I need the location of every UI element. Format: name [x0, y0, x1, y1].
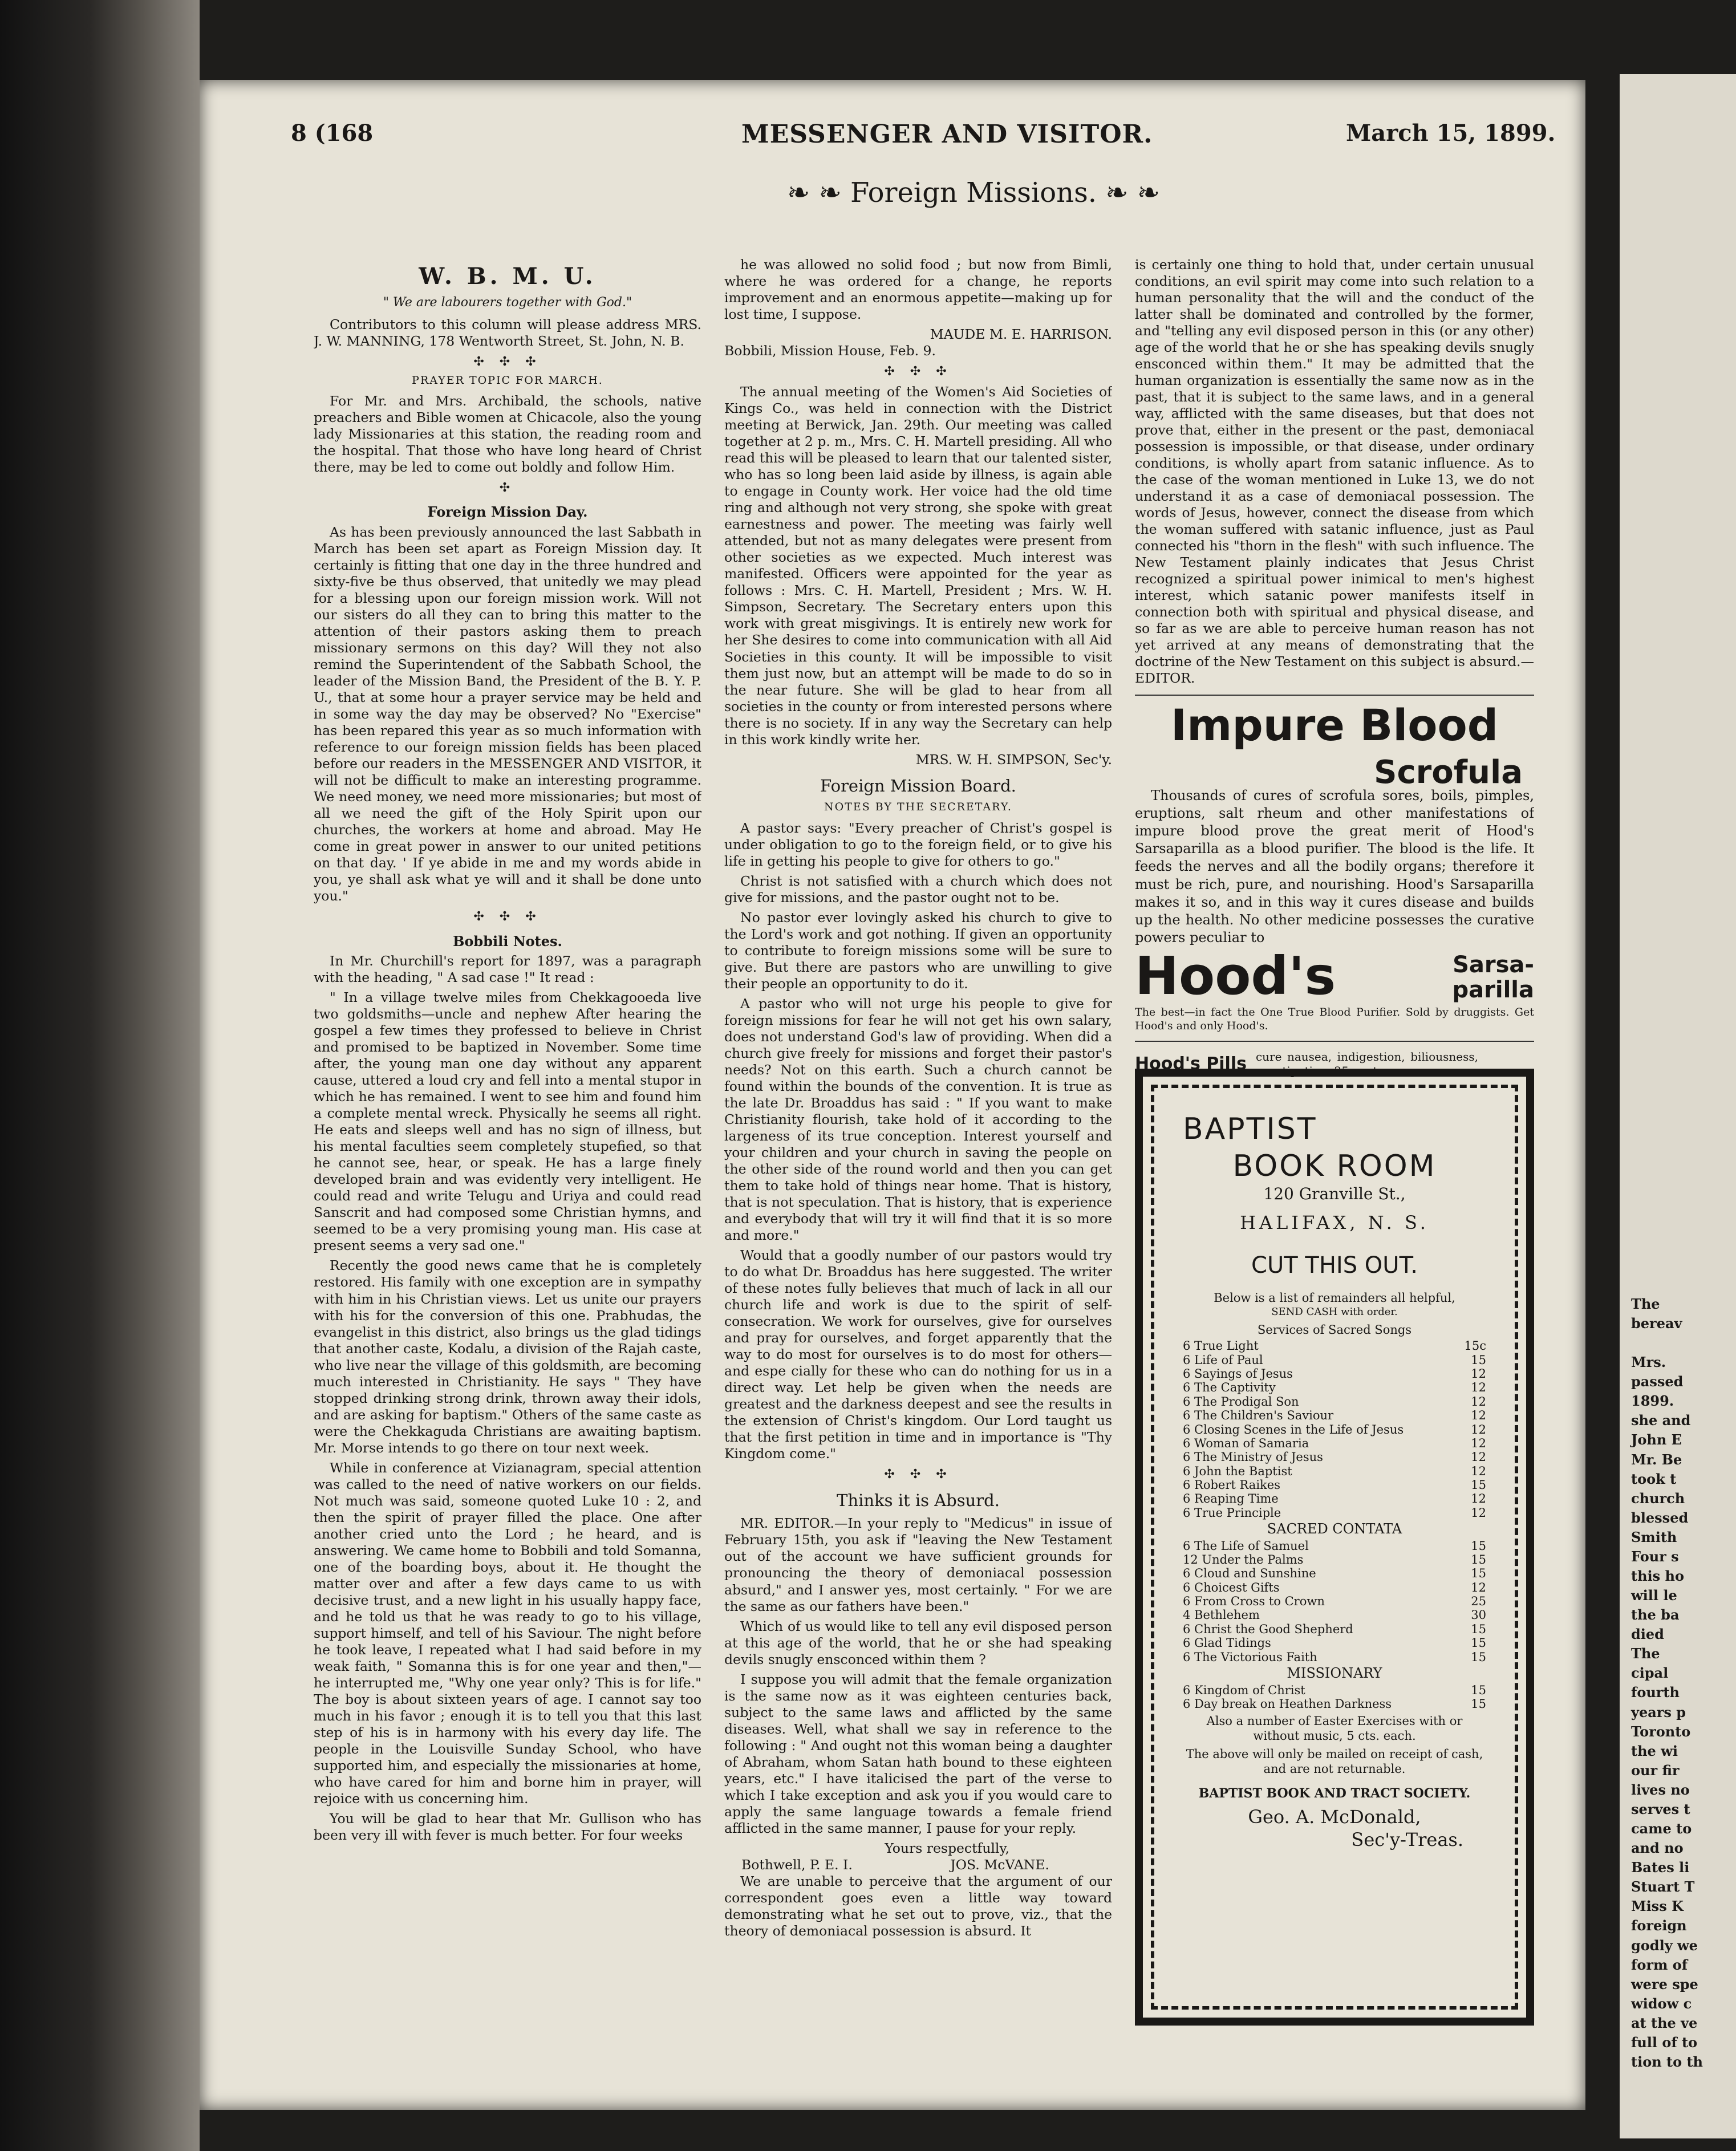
ad-body: Thousands of cures of scrofula sores, boils, pimples, eruptions, salt rheum and other manifestations of impure blood prove the great merit of Hood's Sarsaparilla as a blood purifier. The blood is the life. It feeds the nerves and all the bodily organs; therefore it must be rich, pure, and nourishing. Hood's Sarsaparilla makes it so, and in this way it cures disease and builds up the health. No other medicine possesses the curative powers peculiar to — [1135, 787, 1534, 946]
adjacent-line: Smith — [1631, 1528, 1677, 1545]
price-list-item — [1183, 1506, 1486, 1520]
item-price: 12 — [1471, 1367, 1486, 1381]
letter-signature: JOS. McVANE. — [950, 1856, 1049, 1873]
adjacent-line: fourth — [1631, 1684, 1680, 1701]
item-price: 15 — [1471, 1566, 1486, 1581]
item-title: 6 Robert Raikes — [1183, 1478, 1280, 1492]
item-title: 6 Reaping Time — [1183, 1492, 1279, 1506]
item-title: 6 The Life of Samuel — [1183, 1539, 1309, 1553]
ornament-icon: ✣ ✣ ✣ — [473, 354, 542, 369]
price-list-item — [1183, 1436, 1486, 1450]
ornament-icon: ✣ ✣ ✣ — [884, 364, 952, 379]
adjacent-page — [1620, 74, 1736, 2138]
column-2 — [724, 257, 1112, 2070]
adjacent-line: Stuart T — [1631, 1878, 1695, 1896]
price-list-item — [1183, 1381, 1486, 1394]
book-room-advertisement — [1135, 1069, 1534, 2026]
cantata-list — [1183, 1539, 1486, 1664]
adjacent-line: Toronto — [1631, 1723, 1691, 1740]
editor-reply: We are unable to perceive that the argument of our correspondent goes even a little way toward demonstrating what he set out to prove, viz., that the theory of demoniacal possession is absurd. It — [724, 1873, 1112, 1939]
contributors-note: Contributors to this column will please address MRS. J. W. MANNING, 178 Wentworth Street, St. John, N. B. — [314, 316, 701, 349]
price-list-item — [1183, 1409, 1486, 1422]
ornament-icon: ✣ — [499, 481, 516, 496]
ad-note: Also a number of Easter Exercises with or without music, 5 cts. each. — [1206, 1714, 1463, 1743]
item-price: 15c — [1464, 1339, 1486, 1353]
signature: MAUDE M. E. HARRISON. — [930, 326, 1112, 343]
bobbili-paragraph: " In a village twelve miles from Chekkagooeda live two goldsmiths—uncle and nephew After hearing the gospel a few times they professed to believe in Christ and promised to be baptized in November. Some time after, the young man one day without any apparent cause, uttered a loud cry and fell into a mental stupor in which he has remained. I went to see him and found him a complete mental wreck. Physically he seems all right. He eats and sleeps well and has no sign of illness, but his mental faculties seem completely stupefied, so that he cannot see, hear, or speak. He has a large finely developed brain and was evidently very intelligent. He could read and write Telugu and Uriya and could read Sanscrit and had composed some Christian hymns, and seemed to be a very promising young man. His case at present seems a very sad one." — [314, 989, 701, 1254]
item-title: 6 Life of Paul — [1183, 1353, 1263, 1367]
adjacent-line: came to — [1631, 1820, 1692, 1837]
adjacent-line: form of — [1631, 1956, 1688, 1973]
letter-closing: Yours respectfully, — [885, 1840, 1009, 1856]
adjacent-line: godly we — [1631, 1937, 1698, 1954]
item-title: 6 True Light — [1183, 1339, 1259, 1353]
ad-person: Geo. A. McDonald, — [1248, 1806, 1421, 1828]
ad-sarsaparilla: Sarsa- parilla — [1452, 952, 1534, 1004]
adjacent-line: took t — [1631, 1470, 1677, 1487]
adjacent-line: Bates li — [1631, 1859, 1690, 1876]
price-list-item — [1183, 1464, 1486, 1478]
letter-place: Bothwell, P. E. I. — [741, 1856, 853, 1873]
adjacent-line: were spe — [1631, 1975, 1698, 1992]
dateline: Bobbili, Mission House, Feb. 9. — [724, 343, 936, 359]
adjacent-line — [1631, 1333, 1703, 1353]
prayer-topic: For Mr. and Mrs. Archibald, the schools, native preachers and Bible women at Chicacole, also the young lady Missionaries at this station, the reading room and the hospital. That those who have long heard of Christ there, may be led to come out boldly and follow Him. — [314, 393, 701, 476]
price-list-item — [1183, 1636, 1486, 1650]
item-price: 12 — [1471, 1450, 1486, 1464]
price-list-item — [1183, 1367, 1486, 1381]
bobbili-paragraph: In Mr. Churchill's report for 1897, was a paragraph with the heading, " A sad case !" It read : — [314, 953, 701, 986]
adjacent-line: the ba — [1631, 1606, 1680, 1624]
bobbili-notes-heading: Bobbili Notes. — [453, 932, 562, 949]
item-price: 30 — [1471, 1608, 1486, 1622]
item-price: 15 — [1471, 1478, 1486, 1492]
cantata-heading: SACRED CONTATA — [1267, 1521, 1402, 1537]
price-list-item — [1183, 1581, 1486, 1594]
price-list-item — [1183, 1539, 1486, 1553]
divider — [1135, 1041, 1534, 1042]
item-title: 6 The Children's Saviour — [1183, 1409, 1334, 1423]
adjacent-line: passed — [1631, 1373, 1684, 1390]
article-text: he was allowed no solid food ; but now from Bimli, where he was ordered for a change, he reports improvement and an enormous appetite—making up for lost time, I suppose. — [724, 257, 1112, 323]
article-text: No pastor ever lovingly asked his church to give to the Lord's work and got nothing. If given an opportunity to contribute to foreign missions some will be sure to give. But there are pastors who are unwilling to give their people an opportunity to do it. — [724, 909, 1112, 992]
price-list-item — [1183, 1650, 1486, 1664]
ad-baptist: BAPTIST — [1183, 1112, 1317, 1147]
signature: MRS. W. H. SIMPSON, Sec'y. — [915, 751, 1112, 768]
wbmu-heading: W. B. M. U. — [419, 263, 597, 290]
adjacent-line: this ho — [1631, 1568, 1684, 1585]
item-title: 6 Choicest Gifts — [1183, 1580, 1280, 1594]
item-price: 15 — [1471, 1539, 1486, 1553]
adjacent-line: will le — [1631, 1587, 1677, 1604]
adjacent-line: bereav — [1631, 1315, 1682, 1332]
prayer-topic-heading: PRAYER TOPIC FOR MARCH. — [412, 374, 603, 387]
article-text: Christ is not satisfied with a church which does not give for missions, and the pastor ought not to be. — [724, 872, 1112, 906]
price-list-item — [1183, 1492, 1486, 1505]
adjacent-line: Four s — [1631, 1548, 1679, 1565]
price-list-item — [1183, 1339, 1486, 1353]
pills-name: Hood's Pills — [1135, 1054, 1247, 1074]
item-title: 6 The Victorious Faith — [1183, 1650, 1317, 1664]
item-title: 6 The Prodigal Son — [1183, 1394, 1299, 1409]
department-title: ❧ ❧ Foreign Missions. ❧ ❧ — [787, 177, 1160, 209]
adjacent-line: full of to — [1631, 2034, 1698, 2051]
price-list-item — [1183, 1395, 1486, 1409]
ornament-icon: ❧ ❧ — [787, 177, 850, 209]
ornament-icon: ❧ ❧ — [1096, 177, 1160, 209]
adjacent-line: The — [1631, 1645, 1660, 1662]
price-list-item — [1183, 1622, 1486, 1636]
ornament-icon: ✣ ✣ ✣ — [884, 1467, 952, 1482]
mission-board-subheading: NOTES BY THE SECRETARY. — [824, 801, 1012, 814]
missionary-list — [1183, 1683, 1486, 1711]
price-list-item — [1183, 1423, 1486, 1436]
adjacent-line: she and — [1631, 1412, 1691, 1429]
column-3 — [1135, 257, 1534, 2070]
adjacent-line: years p — [1631, 1703, 1686, 1720]
wbmu-motto: " We are labourers together with God." — [383, 295, 632, 310]
adjacent-line: and no — [1631, 1840, 1684, 1857]
item-price: 12 — [1471, 1381, 1486, 1395]
adjacent-line: lives no — [1631, 1781, 1690, 1798]
ad-person-title: Sec'y-Treas. — [1351, 1828, 1463, 1850]
item-price: 15 — [1471, 1553, 1486, 1567]
adjacent-line: foreign — [1631, 1917, 1687, 1934]
price-list-item — [1183, 1450, 1486, 1464]
pills-text: cure nausea, indigestion, biliousness, constipation. 25 cents. — [1255, 1050, 1478, 1078]
item-price: 15 — [1471, 1636, 1486, 1650]
bobbili-paragraph: Recently the good news came that he is completely restored. His family with one exception are in sympathy with him in his Christian views. Let us unite our prayers with his for the conversion of this one. Prabhudas, the evangelist in this district, also brings us the glad tidings that another caste, Kodalu, a division of the Rajah caste, who live near the village of this goldsmith, are becoming much interested in Christianity. He says " They have stopped drinking strong drink, thrown away their idols, and are asking for baptism." Others of the same caste as were the Chekkaguda Christians are awaiting baptism. Mr. Morse intends to go there on tour next week. — [314, 1257, 701, 1456]
item-price: 12 — [1471, 1394, 1486, 1409]
issue-date: March 15, 1899. — [1346, 120, 1556, 147]
adjacent-line: at the ve — [1631, 2014, 1698, 2031]
price-list-item — [1183, 1594, 1486, 1608]
letter-text: Which of us would like to tell any evil disposed person at this age of the world, that he or she had speaking devils snugly ensconced within them ? — [724, 1618, 1112, 1667]
adjacent-line: Mr. Be — [1631, 1451, 1682, 1468]
item-title: 6 Cloud and Sunshine — [1183, 1566, 1316, 1581]
column-1 — [314, 257, 701, 2070]
item-title: 6 From Cross to Crown — [1183, 1594, 1325, 1609]
bobbili-paragraph: You will be glad to hear that Mr. Gullison who has been very ill with fever is much better. For four weeks — [314, 1810, 701, 1843]
price-list-item — [1183, 1353, 1486, 1367]
foreign-mission-day-heading: Foreign Mission Day. — [427, 504, 588, 521]
ad-book-room: BOOK ROOM — [1232, 1148, 1437, 1183]
bobbili-paragraph: While in conference at Vizianagram, special attention was called to the need of native workers on our fields. Not much was said, someone quoted Luke 10 : 2, and then the spirit of prayer filled the place. One after another cried unto the Lord ; he heard, and is answering. We came home to Bobbili and told Somanna, one of the boarding boys, about it. He thought the matter over and after a few days came to us with decisive trust, and a new light in his usually happy face, and he told us that he was ready to go to his village, support himself, and tell of his Saviour. The night before he took leave, I repeated what I had said before in my weak faith, " Somanna this is for one year and then,"—he interrupted me, "Why one year only? This is for life." The boy is about sixteen years of age. I cannot say too much in his favor ; enough it is to tell you that this last step of his is in harmony with his every day life. The people in the Louisville Sunday School, who have supported him, and especially the missionaries at home, who have cared for him and borne him in prayer, will rejoice with us concerning him. — [314, 1459, 701, 1807]
ad-society: BAPTIST BOOK AND TRACT SOCIETY. — [1198, 1785, 1471, 1801]
adjacent-line: widow c — [1631, 1995, 1692, 2012]
ad-brand: Hood's — [1135, 945, 1336, 1007]
item-price: 12 — [1471, 1492, 1486, 1506]
item-price: 12 — [1471, 1580, 1486, 1594]
letter-signoff — [724, 1857, 1112, 1873]
songs-list — [1183, 1339, 1486, 1520]
ad-city: HALIFAX, N. S. — [1240, 1212, 1429, 1234]
item-title: 6 John the Baptist — [1183, 1464, 1292, 1478]
letter-text: MR. EDITOR.—In your reply to "Medicus" in issue of February 15th, you ask if "leaving the New Testament out of the account we have sufficient grounds for pronouncing the theory of demoniacal possession absurd," and I answer yes, most certainly. " For we are the same as our fathers have been." — [724, 1515, 1112, 1614]
price-list-item — [1183, 1566, 1486, 1580]
editor-reply-continued: is certainly one thing to hold that, under certain unusual conditions, an evil spirit may come into such relation to a human personality that the will and the conduct of the latter shall be dominated and controlled by the former, and "telling any evil disposed person in this (or any other) age of the world that he or she has speaking devils snugly ensconced within them." It may be admitted that the human organization is essentially the same now as in the past, that it is subject to the same laws, and in a general way, afflicted with the same diseases, but that does not prove that, either in the present or the past, demoniacal possession is impossible, or that disease, under ordinary conditions, is wholly apart from satanic influence. As to the case of the woman mentioned in Luke 13, we do not understand it as a case of demoniacal possession. The words of Jesus, however, connect the disease from which the woman suffered with satanic influence, just as Paul connected his "thorn in the flesh" with such influence. The New Testament plainly indicates that Jesus Christ recognized a spiritual power inimical to men's highest interest, which satanic power manifests itself in connection both with spiritual and physical disease, and so far as we are able to perceive human reason has not yet arrived at any means of demonstrating that the doctrine of the New Testament on this subject is absurd.—EDITOR. — [1135, 257, 1534, 687]
article-text: A pastor says: "Every preacher of Christ's gospel is under obligation to go to the foreign field, or to give his life in getting his people to give for others to go." — [724, 819, 1112, 869]
adjacent-line: serves t — [1631, 1800, 1690, 1817]
ad-intro: Below is a list of remainders all helpful, — [1214, 1291, 1455, 1305]
price-list-item — [1183, 1608, 1486, 1622]
adjacent-page-text — [1631, 1294, 1703, 2072]
article-text: The annual meeting of the Women's Aid Societies of Kings Co., was held in connection with the District meeting at Berwick, Jan. 29th. Our meeting was called together at 2 p. m., Mrs. C. H. Martell presiding. All who read this will be pleased to learn that our talented sister, who has so long been laid aside by illness, is again able to engage in County work. Her voice had the old time ring and although not very strong, she spoke with great earnestness and power. The meeting was fairly well attended, but not as many delegates were present from other societies as we expected. Much interest was manifested. Officers were appointed for the year as follows : Mrs. C. H. Martell, President ; Mrs. W. H. Simpson, Secretary. The Secretary enters upon this work with great misgivings. It is entirely new work for her She desires to come into communication with all Aid Societies in this county. It will be impossible to visit them just now, but an attempt will be made to do so in the near future. She will be glad to hear from all societies in the county or from interested persons where there is no society. If in any way the Secretary can help in this work kindly write her. — [724, 384, 1112, 748]
page-number: 8 (168 — [291, 120, 374, 147]
ad-tagline: The best—in fact the One True Blood Purifier. Sold by druggists. Get Hood's and only Hood's. — [1135, 1006, 1534, 1032]
newspaper-page — [200, 80, 1585, 2110]
adjacent-line: tion to th — [1631, 2053, 1703, 2070]
ad-headline: Impure Blood — [1170, 700, 1499, 751]
item-price: 15 — [1471, 1353, 1486, 1367]
ad-scrofula: Scrofula — [1374, 754, 1523, 792]
item-price: 12 — [1471, 1505, 1486, 1520]
absurd-heading: Thinks it is Absurd. — [837, 1490, 1000, 1510]
adjacent-line: our fir — [1631, 1762, 1680, 1779]
article-text: Would that a goodly number of our pastors would try to do what Dr. Broaddus has here suggested. The writer of these notes fully believes that much of lack in all our church life and work is due to the spirit of self-consecration. We work for ourselves, give for ourselves and pray for ourselves, and forget apparently that the way to do most for ourselves is to do most for others—and espe cially for these who can do nothing for us in a direct way. Let help be given when the needs are greatest and the darkness deepest and see the results in the extension of Christ's kingdom. Our Lord taught us that the first petition in time and in importance is "Thy Kingdom come." — [724, 1247, 1112, 1462]
item-price: 12 — [1471, 1436, 1486, 1450]
adjacent-line: church — [1631, 1490, 1685, 1507]
item-title: 6 Closing Scenes in the Life of Jesus — [1183, 1422, 1404, 1436]
item-title: 12 Under the Palms — [1183, 1553, 1304, 1567]
item-title: 6 Glad Tidings — [1183, 1636, 1271, 1650]
divider — [1135, 695, 1534, 696]
mission-board-heading: Foreign Mission Board. — [820, 776, 1016, 796]
price-list-item — [1183, 1553, 1486, 1566]
item-price: 12 — [1471, 1464, 1486, 1478]
item-title: 6 Kingdom of Christ — [1183, 1683, 1305, 1697]
book-binding — [0, 0, 200, 2151]
item-price: 25 — [1471, 1594, 1486, 1609]
item-title: 6 The Ministry of Jesus — [1183, 1450, 1323, 1464]
ad-address: 120 Granville St., — [1263, 1184, 1406, 1203]
adjacent-line: John E — [1631, 1431, 1682, 1448]
adjacent-line: Miss K — [1631, 1898, 1684, 1915]
price-list-item — [1183, 1683, 1486, 1697]
article-text: A pastor who will not urge his people to give for foreign missions for fear he will not get his own salary, does not understand God's law of providing. When did a church give freely for missions and forget their pastor's needs? Not on this earth. Such a church cannot be found within the bounds of the convention. It is true as the late Dr. Broaddus has said : " If you want to make Christianity flourish, take hold of it according to the largeness of its true conception. Interest yourself and your children and your church in saving the people on the other side of the round world and then you can get them to take hold of things near home. That is history, that is not speculation. That is history, that is experience and everybody that will try it will find that it is so more and more." — [724, 996, 1112, 1244]
item-title: 6 True Principle — [1183, 1505, 1281, 1520]
adjacent-line: Mrs. — [1631, 1354, 1666, 1371]
adjacent-line: the wi — [1631, 1742, 1678, 1759]
adjacent-line: died — [1631, 1626, 1664, 1643]
item-price: 15 — [1471, 1697, 1486, 1711]
item-price: 15 — [1471, 1650, 1486, 1664]
price-list-item — [1183, 1478, 1486, 1492]
item-title: 6 Day break on Heathen Darkness — [1183, 1697, 1392, 1711]
adjacent-line: The — [1631, 1296, 1660, 1312]
masthead: MESSENGER AND VISITOR. — [741, 120, 1153, 149]
ad-brand-row — [1135, 945, 1534, 1007]
adjacent-line: blessed — [1631, 1509, 1689, 1526]
hoods-advertisement — [1135, 700, 1534, 1078]
ornament-icon: ✣ ✣ ✣ — [473, 910, 542, 924]
adjacent-line: 1899. — [1631, 1393, 1674, 1410]
ad-cut-this-out: CUT THIS OUT. — [1251, 1252, 1418, 1279]
adjacent-line: cipal — [1631, 1665, 1669, 1682]
ad-note: The above will only be mailed on receipt of cash, and are not returnable. — [1186, 1747, 1483, 1776]
missionary-heading: MISSIONARY — [1287, 1665, 1382, 1681]
item-title: 4 Bethlehem — [1183, 1608, 1260, 1622]
item-title: 6 The Captivity — [1183, 1381, 1276, 1395]
songs-heading: Services of Sacred Songs — [1257, 1323, 1412, 1337]
item-title: 6 Sayings of Jesus — [1183, 1367, 1293, 1381]
item-price: 12 — [1471, 1422, 1486, 1436]
foreign-mission-day-text: As has been previously announced the last Sabbath in March has been set apart as Foreign Mission day. It certainly is fitting that one day in the three hundred and sixty-five be thus observed, that unitedly we may plead for a blessing upon our foreign mission work. Will not our sisters do all they can to bring this matter to the attention of their pastors asking them to preach missionary sermons on this day? Will they not also remind the Superintendent of the Sabbath School, the leader of the Mission Band, the President of the B. Y. P. U., that at some hour a prayer service may be held and in some way the day may be observed? No "Exercise" has been repared this year as so much information with reference to our foreign mission fields has been placed before our readers in the MESSENGER AND VISITOR, it will not be difficult to make an interesting programme. We need money, we need more missionaries; but most of all we need the gift of the Holy Spirit upon our churches, the workers at home and abroad. May He come in great power in answer to our united petitions on that day. ' If ye abide in me and my words abide in you, ye shall ask what ye will and it shall be done unto you." — [314, 524, 701, 904]
price-list-item — [1183, 1697, 1486, 1711]
item-price: 12 — [1471, 1409, 1486, 1423]
item-title: 6 Christ the Good Shepherd — [1183, 1622, 1353, 1636]
item-price: 15 — [1471, 1622, 1486, 1636]
item-price: 15 — [1471, 1683, 1486, 1697]
letter-text: I suppose you will admit that the female organization is the same now as it was eighteen centuries back, subject to the same laws and afflicted by the same diseases. Well, what shall we say in reference to the following : " And ought not this woman being a daughter of Abraham, whom Satan hath bound to these eighteen years, etc." I have italicised the part of the verse to which I take exception and ask you if you would care to apply the same language towards a female friend afflicted in the same manner, I pause for your reply. — [724, 1671, 1112, 1836]
ad-intro-2: SEND CASH with order. — [1271, 1306, 1398, 1318]
item-title: 6 Woman of Samaria — [1183, 1436, 1309, 1450]
